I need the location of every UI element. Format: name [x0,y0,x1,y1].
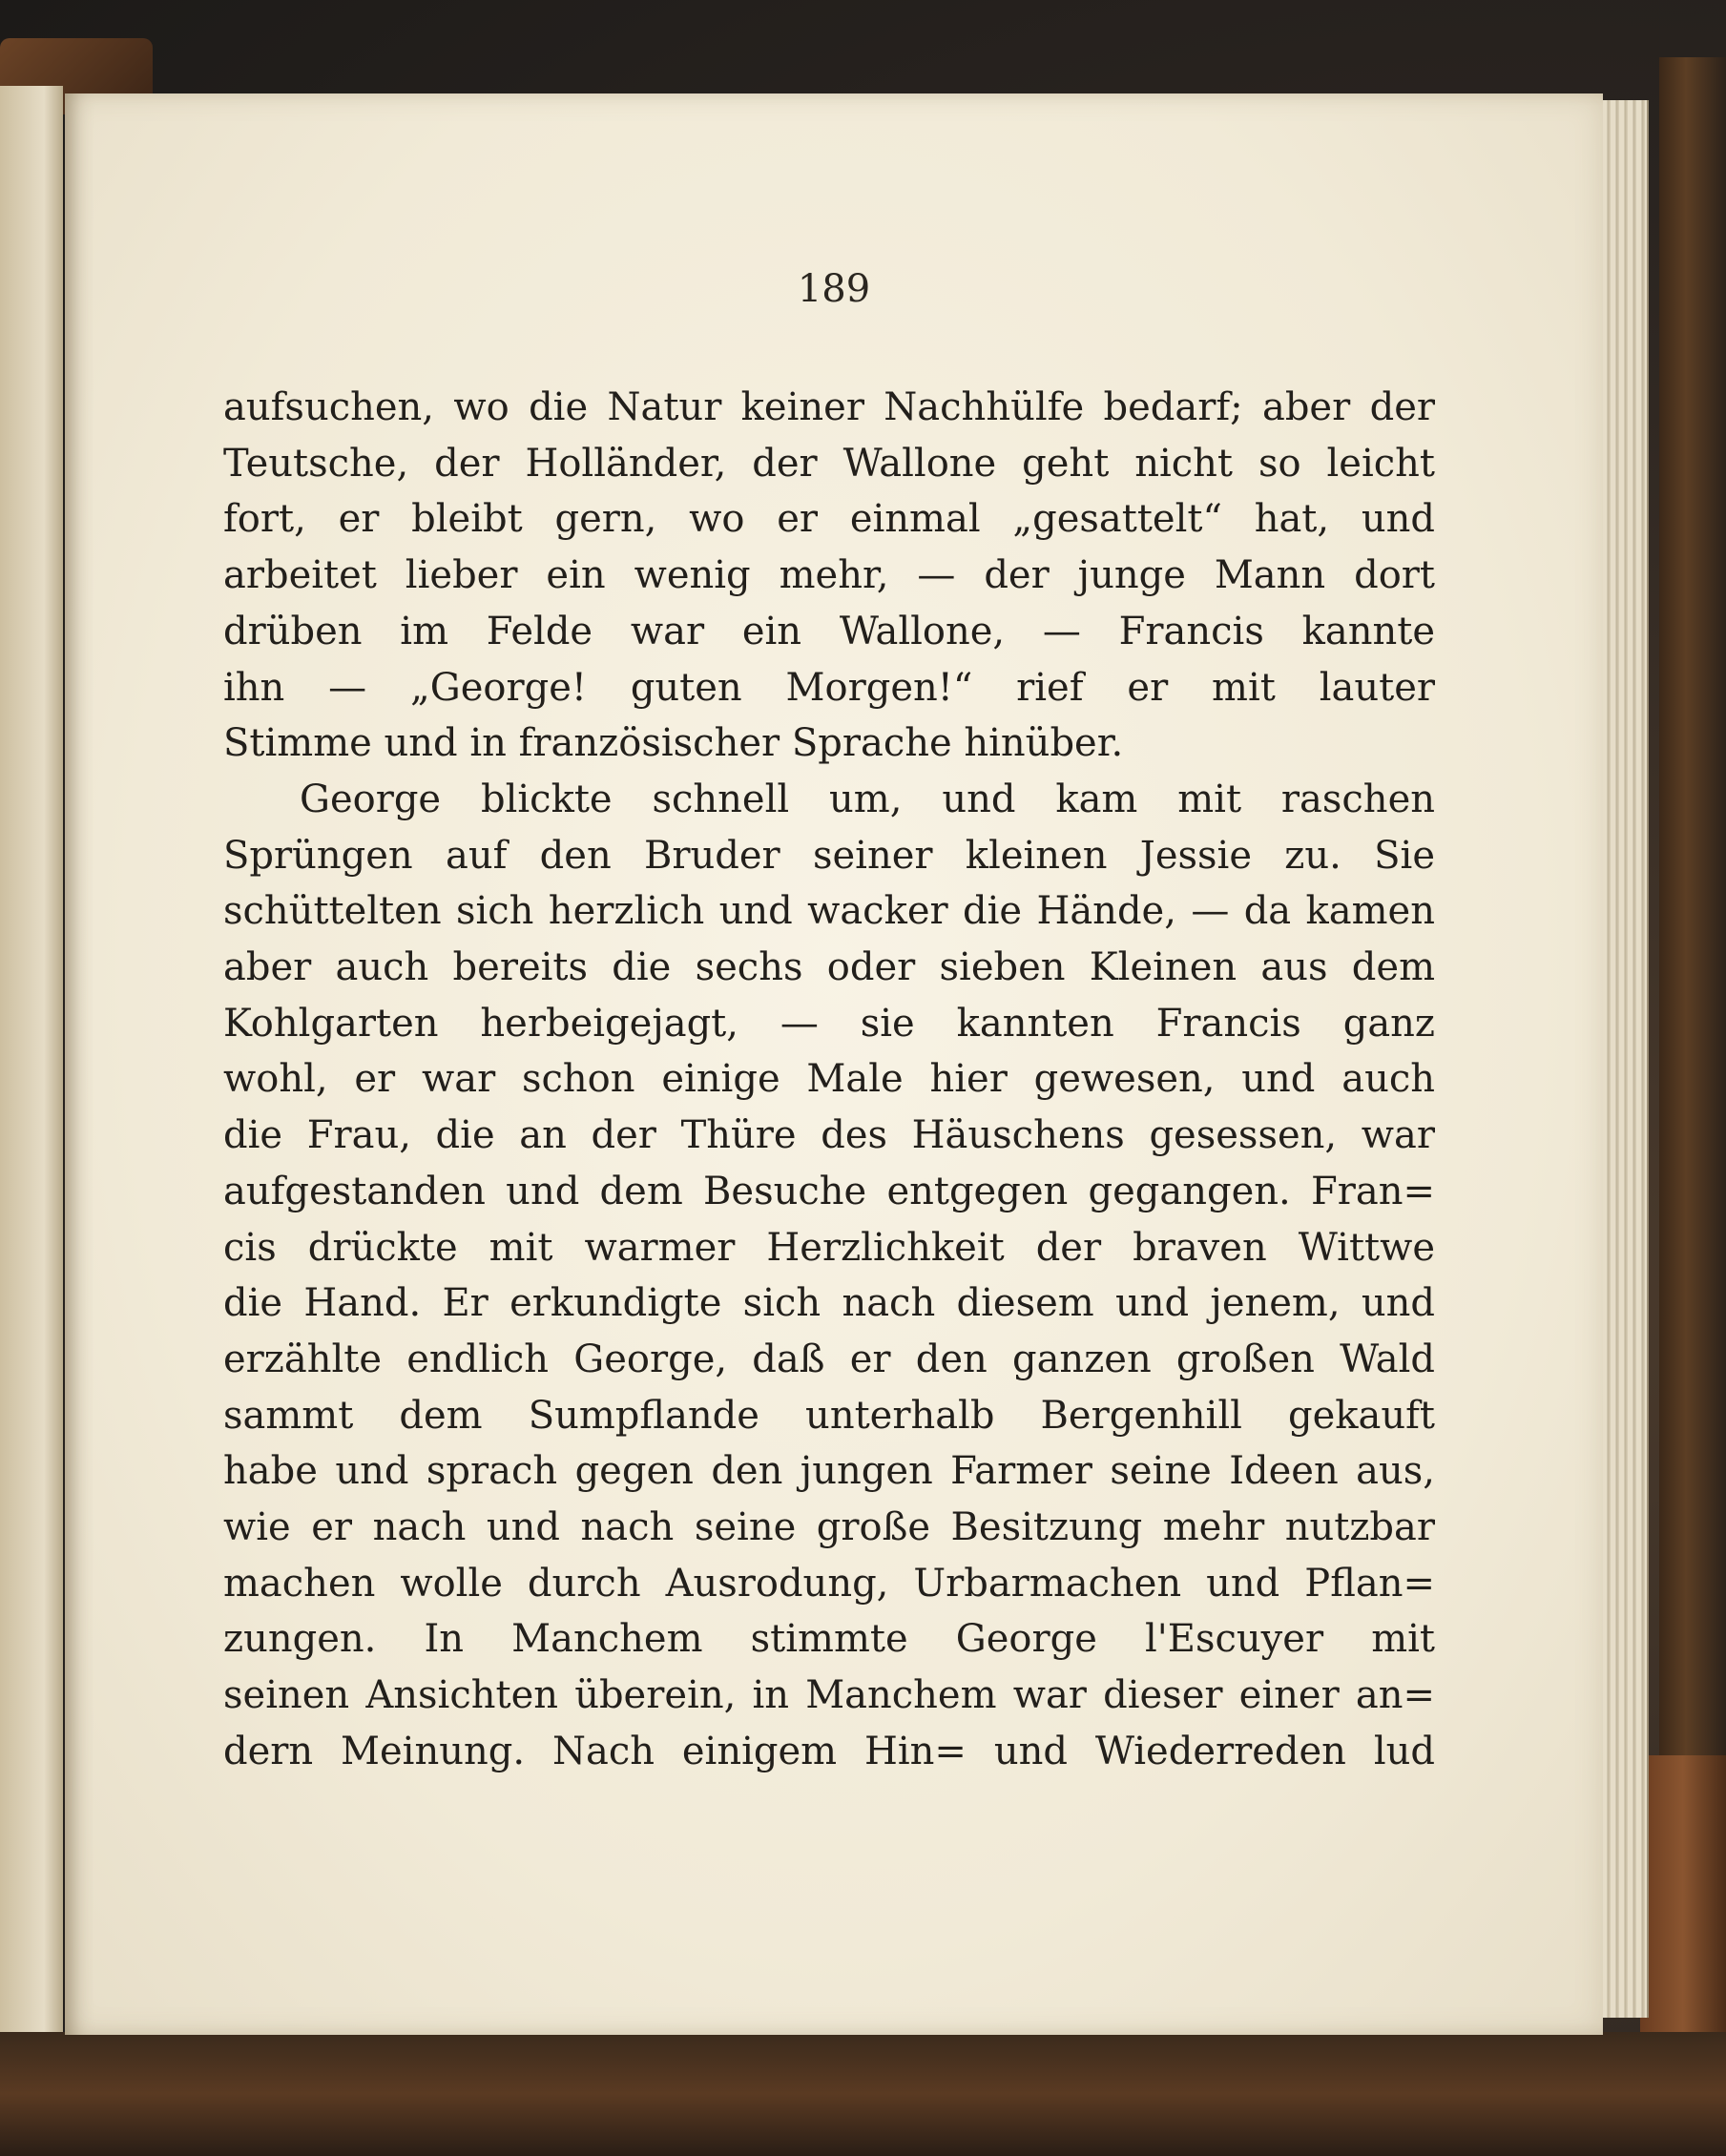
text-line: wohl, er war schon einige Male hier gewesen, und auch [223,1057,1435,1102]
text-line: machen wolle durch Ausrodung, Urbarmachen und Pflan= [223,1561,1435,1606]
text-line: cis drückte mit warmer Herzlichkeit der braven Wittwe [223,1225,1435,1270]
text-line: seinen Ansichten überein, in Manchem war dieser einer an= [223,1673,1435,1718]
text-line: wie er nach und nach seine große Besitzung mehr nutzbar [223,1505,1435,1550]
text-line: aber auch bereits die sechs oder sieben Kleinen aus dem [223,945,1435,990]
text-line: habe und sprach gegen den jungen Farmer seine Ideen aus, [223,1449,1435,1494]
text-line: ihn — „George! guten Morgen!“ rief er mit lauter [223,665,1435,710]
text-line: Sprüngen auf den Bruder seiner kleinen Jessie zu. Sie [223,833,1435,878]
body-text [223,380,1435,1780]
leather-edge-bottom [0,2032,1726,2156]
text-line: sammt dem Sumpflande unterhalb Bergenhill gekauft [223,1393,1435,1438]
page-number: 189 [797,267,871,311]
text-line: arbeitet lieber ein wenig mehr, — der junge Mann dort [223,553,1435,598]
text-line: Teutsche, der Holländer, der Wallone geht nicht so leicht [223,441,1435,486]
text-line: die Hand. Er erkundigte sich nach diesem und jenem, und [223,1281,1435,1326]
text-line: die Frau, die an der Thüre des Häuschens gesessen, war [223,1113,1435,1158]
text-line: Kohlgarten herbeigejagt, — sie kannten Francis ganz [223,1001,1435,1046]
text-line: zungen. In Manchem stimmte George l'Escuyer mit [223,1617,1435,1662]
text-line: schüttelten sich herzlich und wacker die Hände, — da kamen [223,889,1435,934]
text-line: dern Meinung. Nach einigem Hin= und Wiederreden lud [223,1729,1435,1773]
leather-corner-bottom-right [1640,1755,1726,2070]
text-line: aufsuchen, wo die Natur keiner Nachhülfe bedarf; aber der [223,385,1435,429]
text-line: George blickte schnell um, und kam mit raschen [300,777,1435,821]
text-line: erzählte endlich George, daß er den ganzen großen Wald [223,1337,1435,1381]
facing-page-edge [0,86,63,2032]
text-line: fort, er bleibt gern, wo er einmal „gesattelt“ hat, und [223,497,1435,542]
text-line: aufgestanden und dem Besuche entgegen gegangen. Fran= [223,1169,1435,1213]
text-line: Stimme und in französischer Sprache hinüber. [223,721,1124,766]
text-line: drüben im Felde war ein Wallone, — Francis kannte [223,609,1435,653]
book-page [65,93,1603,2035]
